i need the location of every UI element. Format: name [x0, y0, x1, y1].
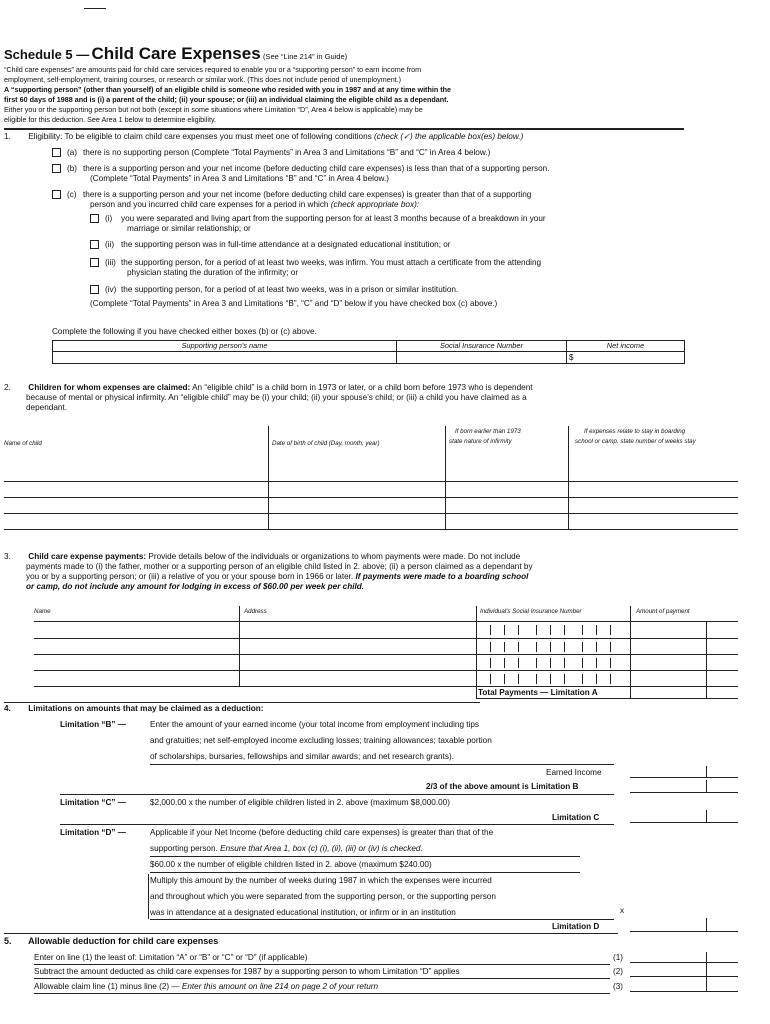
limitation-d-text6: was in attendance at a designated educational institution, or infirm or in an institution — [150, 908, 456, 917]
sin-digit-tick — [504, 642, 505, 652]
earned-cents-divider — [706, 766, 707, 777]
payee-header-line — [34, 621, 738, 622]
child-col-divider — [568, 426, 569, 529]
sin-digit-tick — [610, 625, 611, 635]
limitation-d-text2a: supporting person. — [150, 844, 218, 853]
page-title: Child Care Expenses — [91, 44, 261, 63]
payee-row-line — [34, 670, 738, 671]
option-iv-label: (iv) — [105, 285, 117, 294]
option-c-line2 — [90, 200, 419, 210]
payee-row-line — [34, 654, 738, 655]
top-mark — [84, 8, 106, 9]
payee-col-divider — [239, 606, 240, 686]
area5-line1-num: (1) — [613, 953, 624, 962]
sin-digit-tick — [518, 642, 519, 652]
checkbox-iii[interactable] — [90, 258, 99, 267]
sin-digit-tick — [582, 625, 583, 635]
child-row-line — [4, 497, 738, 498]
dollar-sign: $ — [569, 352, 574, 362]
area5-heading — [4, 936, 218, 947]
sin-digit-tick — [564, 642, 565, 652]
limitation-d-text2 — [150, 844, 423, 854]
option-iii — [90, 258, 541, 268]
complete-note: (Complete “Total Payments” in Area 3 and Limitations “B”, “C” and “D” below if you have checked box (c) above.) — [90, 299, 498, 308]
option-a-label: (a) — [67, 148, 78, 157]
area5-line2-input[interactable] — [630, 976, 738, 977]
divider — [4, 128, 684, 130]
area5-line3-sep — [34, 993, 610, 994]
col-payee-name: Name — [34, 608, 51, 615]
limitation-c-line — [60, 824, 614, 825]
option-ii — [90, 240, 451, 250]
sin-digit-tick — [536, 658, 537, 668]
sin-digit-tick — [490, 625, 491, 635]
area2-lead: Children for whom expenses are claimed: — [28, 383, 191, 392]
area5-line1: Enter on line (1) the least of: Limitation “A” or “B” or “C” or “D” (if applicable) — [34, 953, 308, 962]
col-payee-sin: Individual's Social Insurance Number — [480, 608, 582, 615]
schedule-title — [4, 44, 347, 65]
sin-digit-tick — [582, 642, 583, 652]
limitation-b-line — [60, 794, 614, 795]
area2-num: 2. — [4, 383, 11, 392]
limitation-d-text4: Multiply this amount by the number of weeks during 1987 in which the expenses were incurred — [150, 876, 492, 885]
area1-heading — [4, 132, 523, 142]
sin-digit-tick — [550, 674, 551, 684]
col-child-infirm-2: state nature of infirmity — [449, 438, 512, 445]
sin-digit-tick — [564, 658, 565, 668]
col-supporting-sin: Social Insurance Number — [397, 341, 567, 352]
sin-digit-tick — [518, 625, 519, 635]
sin-digit-tick — [564, 674, 565, 684]
area2-heading — [4, 383, 533, 393]
area5-line2-num: (2) — [613, 967, 624, 976]
limitation-d-text1: Applicable if your Net Income (before deducting child care expenses) is greater than that of the — [150, 828, 494, 837]
area1-num: 1. — [4, 132, 11, 141]
limitation-d-result: Limitation D — [552, 922, 600, 931]
sin-digit-tick — [596, 658, 597, 668]
payee-cents-divider — [706, 621, 707, 698]
sin-digit-tick — [536, 674, 537, 684]
col-child-dob: Date of birth of child (Day, month, year) — [272, 440, 380, 447]
limitation-d-label: Limitation “D” — — [60, 828, 126, 837]
limitation-d-bracket — [148, 874, 149, 919]
checkbox-b[interactable] — [52, 164, 61, 173]
intro-line-2: employment, self-employment, training courses, or research or similar work. (This does not include period of unemployment.) — [4, 75, 402, 84]
col-supporting-income: Net income — [567, 341, 685, 352]
option-c-instr: (check appropriate box): — [330, 200, 420, 209]
sin-digit-tick — [582, 674, 583, 684]
limitation-b-text2: and gratuities; net self-employed income excluding losses; training allowances; taxable portion — [150, 736, 492, 745]
area3-num: 3. — [4, 552, 11, 561]
sin-digit-tick — [610, 658, 611, 668]
area3-heading — [4, 552, 520, 562]
checkbox-i[interactable] — [90, 214, 99, 223]
supporting-income-input[interactable] — [567, 352, 685, 364]
option-b-text: there is a supporting person and your net income (before deducting child care expenses) is less than that of a supporting person. — [83, 164, 550, 173]
complete-following: Complete the following if you have checked either boxes (b) or (c) above. — [52, 327, 317, 336]
title-prefix: Schedule 5 — — [4, 47, 90, 62]
area5-line2-sep — [34, 978, 610, 979]
earned-input-line[interactable] — [630, 777, 738, 778]
limitation-b-cents-divider — [706, 780, 707, 792]
limitation-b-text1: Enter the amount of your earned income (your total income from employment including tips — [150, 720, 480, 729]
checkbox-ii[interactable] — [90, 240, 99, 249]
col-supporting-name: Supporting person's name — [53, 341, 397, 352]
limitation-c-result: Limitation C — [552, 813, 600, 822]
sin-digit-tick — [490, 674, 491, 684]
checkbox-c[interactable] — [52, 190, 61, 199]
sin-digit-tick — [490, 642, 491, 652]
option-ii-label: (ii) — [105, 240, 115, 249]
payee-col-divider — [630, 606, 631, 698]
limitation-d-cents-divider — [706, 918, 707, 931]
supporting-person-table — [52, 340, 685, 364]
option-c-label: (c) — [67, 190, 77, 199]
guide-ref: (See “Line 214” in Guide) — [262, 52, 348, 61]
option-iii-line2: physician stating the duration of the infirmity; or — [127, 268, 299, 277]
area3-text3a: you or by a supporting person; or (iii) a relative of you or your spouse born in 1966 or later. — [26, 572, 354, 581]
intro-line-4: first 60 days of 1988 and is (i) a parent of the child; (ii) your spouse; or (iii) an individual claiming the eligible child as a dependant. — [4, 95, 449, 104]
area5-line1-input[interactable] — [630, 962, 738, 963]
option-iv-text: the supporting person, for a period of at least two weeks, was in a prison or similar institution. — [121, 285, 459, 294]
two-thirds-label: 2/3 of the above amount is Limitation B — [426, 782, 579, 791]
area3-text3b: If payments were made to a boarding school — [353, 572, 529, 581]
sin-digit-tick — [490, 658, 491, 668]
limitation-d-text3: $60.00 x the number of eligible children listed in 2. above (maximum $240.00) — [150, 860, 432, 869]
area4-num: 4. — [4, 704, 11, 713]
child-col-divider — [445, 426, 446, 529]
limitation-b-text3: of scholarships, bursaries, fellowships and similar awards; and net research grants). — [150, 752, 454, 761]
child-header-line — [4, 481, 738, 482]
col-child-board-1: If expenses relate to stay in boarding — [584, 428, 686, 435]
sin-digit-tick — [550, 658, 551, 668]
limitation-c-text: $2,000.00 x the number of eligible children listed in 2. above (maximum $8,000.00) — [150, 798, 450, 807]
sin-digit-tick — [518, 674, 519, 684]
limitation-d-sep — [150, 856, 580, 857]
intro-line-6: eligible for this deduction. See Area 1 below to determine eligibility. — [4, 115, 217, 124]
option-c-text: there is a supporting person and your net income (before deducting child care expenses) is greater than that of a supporting — [83, 190, 532, 199]
area2-text2: because of mental or physical infirmity. An “eligible child” may be (i) your child; (ii) your spouse’s child; or (iii) a child you have claimed as a — [26, 393, 527, 402]
sin-digit-tick — [550, 625, 551, 635]
limitation-c-input-line[interactable] — [630, 822, 738, 823]
times-sign: x — [620, 906, 625, 915]
option-b — [52, 164, 550, 174]
option-ii-text: the supporting person was in full-time attendance at a designated educational institution; or — [121, 240, 451, 249]
option-c — [52, 190, 531, 200]
option-c-text2: person and you incurred child care expenses for a period in which — [90, 200, 329, 209]
limitation-c-cents-divider — [706, 810, 707, 822]
intro-line-5: Either you or the supporting person but not both (except in some situations where Limitation “D”, Area 4 below is applicable) may be — [4, 105, 423, 114]
area4-heading — [4, 704, 263, 714]
col-payee-address: Address — [244, 608, 267, 615]
payee-total-line — [476, 698, 738, 699]
col-child-infirm-1: If born earlier than 1973 — [455, 428, 521, 435]
option-i — [90, 214, 546, 224]
sin-digit-tick — [596, 625, 597, 635]
col-child-name: Name of child — [4, 440, 42, 447]
child-row-line — [4, 529, 738, 530]
limitation-d-sep — [150, 872, 580, 873]
area5-line1-sep — [34, 964, 610, 965]
option-i-label: (i) — [105, 214, 113, 223]
option-a — [52, 148, 490, 158]
supporting-name-input[interactable] — [53, 352, 397, 364]
sin-digit-tick — [504, 658, 505, 668]
sin-digit-tick — [596, 642, 597, 652]
col-child-board-2: school or camp, state number of weeks stay — [575, 438, 696, 445]
area3-lead: Child care expense payments: — [28, 552, 147, 561]
area5-line3 — [34, 982, 378, 992]
limitation-d-line — [150, 919, 614, 920]
option-b-line2: (Complete “Total Payments” in Area 3 and Limitations “B” and “C” in Area 4 below.) — [90, 174, 389, 183]
limitation-d-input-line[interactable] — [630, 931, 738, 932]
area5-title: Allowable deduction for child care expenses — [28, 936, 219, 946]
option-i-line2: marriage or similar relationship; or — [127, 224, 251, 233]
area5-line3b: Enter this amount on line 214 on page 2 of your return — [179, 982, 379, 991]
sin-digit-tick — [536, 642, 537, 652]
area5-cents-divider — [706, 952, 707, 992]
area3-text3 — [26, 572, 528, 582]
supporting-sin-input[interactable] — [397, 352, 567, 364]
area5-top-line — [4, 933, 618, 934]
sin-digit-tick — [504, 625, 505, 635]
area5-line3-input[interactable] — [630, 991, 738, 992]
payee-row-line — [34, 686, 738, 687]
sin-digit-tick — [504, 674, 505, 684]
area5-line3-num: (3) — [613, 982, 624, 991]
payee-row-line — [34, 638, 738, 639]
child-col-divider — [268, 426, 269, 529]
limitation-d-text5: and throughout which you were separated from the supporting person, or the supporting person — [150, 892, 496, 901]
sin-digit-tick — [596, 674, 597, 684]
limitation-d-text2b: Ensure that Area 1, box (c) (i), (ii), (iii) or (iv) is checked. — [217, 844, 423, 853]
child-row-line — [4, 513, 738, 514]
area3-text1: Provide details below of the individuals or organizations to whom payments were made. Do not include — [146, 552, 521, 561]
payee-col-divider — [476, 606, 477, 698]
total-payments-label: Total Payments — Limitation A — [478, 688, 598, 697]
area4-top-line — [4, 702, 480, 703]
option-iv — [90, 285, 458, 295]
area4-title: Limitations on amounts that may be claimed as a deduction: — [28, 704, 264, 713]
option-iii-label: (iii) — [105, 258, 116, 267]
area1-instr: (check (✓) the applicable box(es) below.) — [374, 132, 524, 141]
area2-text1: An “eligible child” is a child born in 1973 or later, or a child born before 1973 who is dependent — [190, 383, 533, 392]
option-a-text: there is no supporting person (Complete “Total Payments” in Area 3 and Limitations “B” and “C” in Area 4 below.) — [83, 148, 491, 157]
sin-digit-tick — [582, 658, 583, 668]
sin-digit-tick — [536, 625, 537, 635]
area5-line2: Subtract the amount deducted as child care expenses for 1987 by a supporting person to whom Limitation “D” applies — [34, 967, 460, 976]
area5-line3a: Allowable claim line (1) minus line (2) — — [34, 982, 180, 991]
option-iii-text: the supporting person, for a period of at least two weeks, was infirm. You must attach a certificate from the attending — [121, 258, 542, 267]
checkbox-iv[interactable] — [90, 285, 99, 294]
earned-income-label: Earned Income — [546, 768, 602, 777]
sin-digit-tick — [518, 658, 519, 668]
area3-text2: payments made to (i) the father, mother or a supporting person of an eligible child listed in 2. above; (ii) a person claimed as a dependant by — [26, 562, 533, 571]
option-i-text: you were separated and living apart from the supporting person for at least 3 months because of a breakdown in your — [121, 214, 546, 223]
area5-num: 5. — [4, 936, 12, 946]
checkbox-a[interactable] — [52, 148, 61, 157]
col-payee-amount: Amount of payment — [636, 608, 690, 615]
limitation-b-label: Limitation “B” — — [60, 720, 126, 729]
sin-digit-tick — [610, 674, 611, 684]
option-b-label: (b) — [67, 164, 78, 173]
area2-text3: dependant. — [26, 403, 67, 412]
intro-line-1: “Child care expenses” are amounts paid for child care services required to enable you or a “supporting person” to earn income from — [4, 65, 422, 74]
area1-text: Eligibility: To be eligible to claim child care expenses you must meet one of following conditions — [28, 132, 372, 141]
area3-text4: or camp, do not include any amount for lodging in excess of $60.00 per week per child. — [26, 582, 365, 591]
sin-digit-tick — [550, 642, 551, 652]
limitation-c-label: Limitation “C” — — [60, 798, 126, 807]
sin-digit-tick — [610, 642, 611, 652]
earned-line — [150, 764, 614, 765]
intro-line-3: A “supporting person” (other than yourself) of an eligible child is someone who resided with you in 1987 and at any time within the — [4, 85, 452, 94]
sin-digit-tick — [564, 625, 565, 635]
limitation-b-input-line[interactable] — [630, 792, 738, 793]
